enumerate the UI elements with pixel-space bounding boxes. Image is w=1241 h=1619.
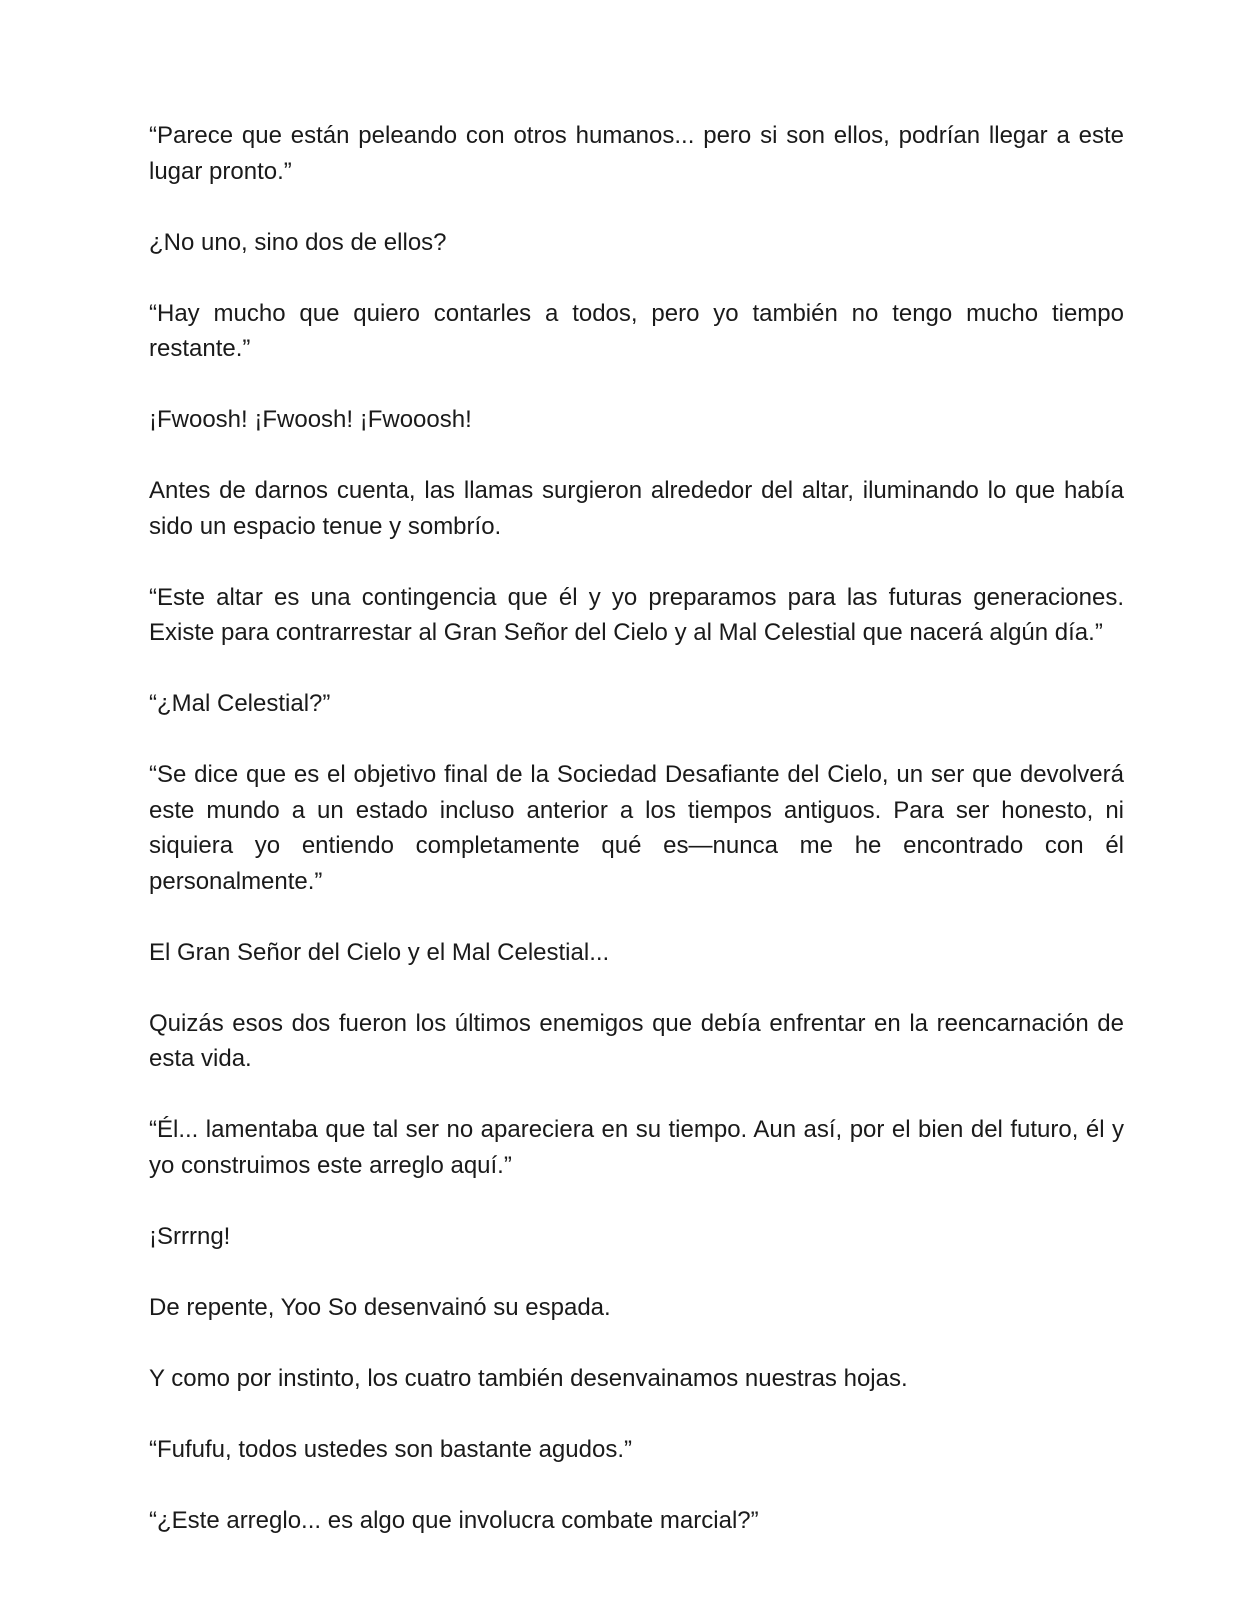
paragraph-1: “Parece que están peleando con otros humanos... pero si son ellos, podrían llegar a este lugar pronto.”: [149, 122, 1124, 185]
paragraph-8: “Se dice que es el objetivo final de la Sociedad Desafiante del Cielo, un ser que devolverá este mundo a un estado incluso anterior a los tiempos antiguos. Para ser honesto, ni siquiera yo entiendo completamente qué es—nunca me he encontrado con él personalmente.”: [149, 761, 1124, 895]
paragraph-10: Quizás esos dos fueron los últimos enemigos que debía enfrentar en la reencarnación de esta vida.: [149, 1009, 1124, 1072]
paragraph-9: El Gran Señor del Cielo y el Mal Celestial...: [149, 938, 610, 966]
paragraph-16: “¿Este arreglo... es algo que involucra combate marcial?”: [149, 1506, 759, 1534]
document-body: [149, 118, 1124, 1574]
paragraph-7: “¿Mal Celestial?”: [149, 690, 331, 717]
paragraph-6: “Este altar es una contingencia que él y yo preparamos para las futuras generaciones. Existe para contrarrestar al Gran Señor del Cielo y al Mal Celestial que nacerá algún día.”: [149, 583, 1124, 646]
paragraph-2: ¿No uno, sino dos de ellos?: [149, 228, 447, 256]
paragraph-11: “Él... lamentaba que tal ser no apareciera en su tiempo. Aun así, por el bien del futuro, él y yo construimos este arreglo aquí.”: [149, 1116, 1124, 1179]
paragraph-14: Y como por instinto, los cuatro también desenvainamos nuestras hojas.: [149, 1364, 908, 1392]
paragraph-4: ¡Fwoosh! ¡Fwoosh! ¡Fwooosh!: [149, 406, 472, 433]
paragraph-12: ¡Srrrng!: [149, 1222, 231, 1250]
paragraph-3: “Hay mucho que quiero contarles a todos, pero yo también no tengo mucho tiempo restante.”: [149, 299, 1124, 362]
paragraph-13: De repente, Yoo So desenvainó su espada.: [149, 1293, 611, 1321]
paragraph-15: “Fufufu, todos ustedes son bastante agudos.”: [149, 1435, 632, 1463]
paragraph-5: Antes de darnos cuenta, las llamas surgieron alrededor del altar, iluminando lo que había sido un espacio tenue y sombrío.: [149, 477, 1124, 540]
